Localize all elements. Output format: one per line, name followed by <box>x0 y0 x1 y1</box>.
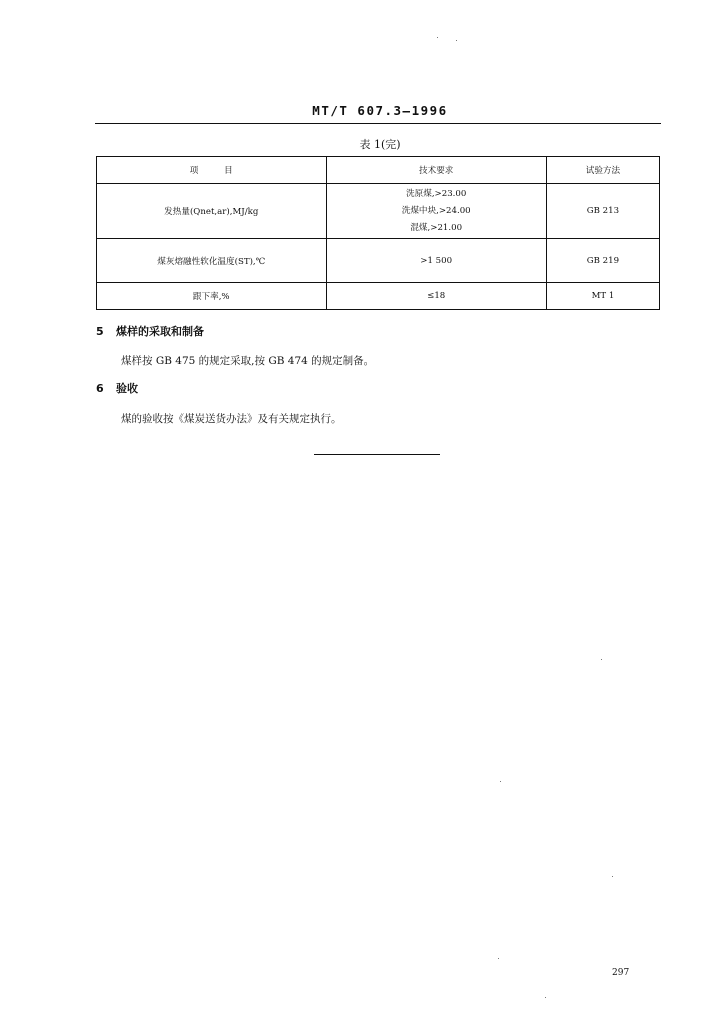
cell-method: MT 1 <box>546 283 659 310</box>
section-number: 6 <box>96 382 104 395</box>
section-number: 5 <box>96 325 104 338</box>
requirement-line: 洗煤中块,>24.00 <box>401 205 471 216</box>
section-heading <box>96 380 138 396</box>
header-method: 试验方法 <box>546 157 659 184</box>
cell-requirement: ≤18 <box>326 283 546 310</box>
table-caption: 表 1(完) <box>359 138 401 151</box>
section-paragraph: 煤样按 GB 475 的规定采取,按 GB 474 的规定制备。 <box>121 355 375 367</box>
table-header-row <box>97 157 660 184</box>
cell-item: 发热量(Qnet,ar),MJ/kg <box>97 184 327 239</box>
scan-speck <box>545 997 546 998</box>
table-row <box>97 239 660 283</box>
table-row <box>97 184 660 239</box>
section-heading <box>96 323 204 339</box>
page-number: 297 <box>612 968 630 978</box>
header-item: 项 目 <box>97 157 327 184</box>
header-requirement: 技术要求 <box>326 157 546 184</box>
cell-method: GB 213 <box>546 184 659 239</box>
scan-speck <box>456 40 457 41</box>
cell-item: 跟下率,% <box>97 283 327 310</box>
end-rule <box>314 454 440 455</box>
header-rule <box>95 123 661 124</box>
requirement-line: 混煤,>21.00 <box>410 222 463 233</box>
standard-number-header: MT/T 607.3—1996 <box>312 103 448 118</box>
cell-requirement: >1 500 <box>326 239 546 283</box>
cell-requirement <box>326 184 546 239</box>
scan-speck <box>601 659 602 660</box>
section-title: 煤样的采取和制备 <box>116 325 204 338</box>
scan-speck <box>500 781 501 782</box>
cell-method: GB 219 <box>546 239 659 283</box>
cell-item: 煤灰熔融性软化温度(ST),℃ <box>97 239 327 283</box>
section-title: 验收 <box>116 382 138 395</box>
section-paragraph: 煤的验收按《煤炭送货办法》及有关规定执行。 <box>121 413 342 425</box>
scan-speck <box>437 37 438 38</box>
specification-table <box>96 156 660 310</box>
requirement-line: 洗原煤,>23.00 <box>406 188 467 199</box>
scan-speck <box>498 958 499 959</box>
table-row <box>97 283 660 310</box>
scan-speck <box>612 876 613 877</box>
